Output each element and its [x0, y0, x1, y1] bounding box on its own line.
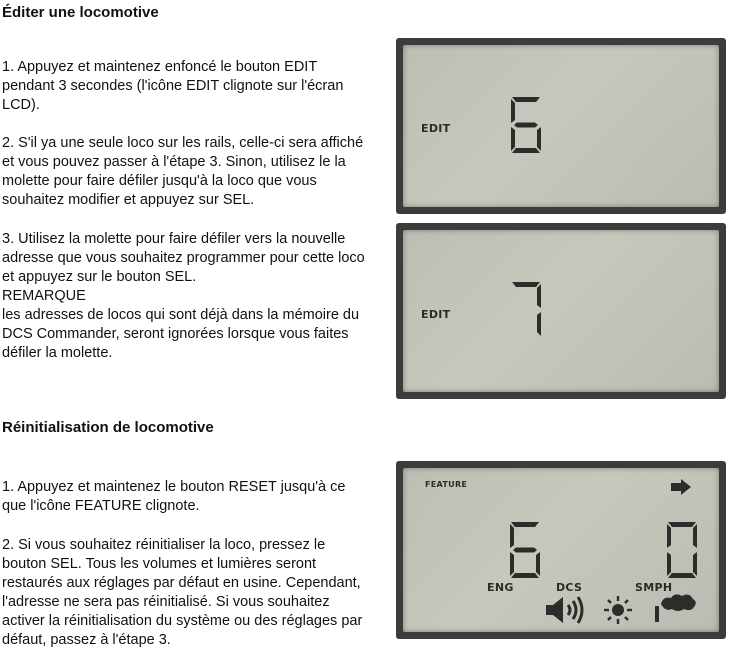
lcd-digit — [506, 280, 546, 340]
edit-step-3: 3. Utilisez la molette pour faire défiler vers la nouvelle adresse que vous souhaitez programmer pour cette loco et appuyez sur le bouton SEL. — [2, 231, 365, 285]
lcd-digit-left — [505, 520, 545, 580]
note-label: REMARQUE — [2, 288, 86, 304]
edit-step-1: 1. Appuyez et maintenez enfoncé le bouton EDIT pendant 3 secondes (l'icône EDIT clignote sur l'écran LCD). — [2, 59, 344, 113]
lcd-screen — [403, 45, 719, 207]
segment-e — [511, 127, 515, 151]
edit-step-2: 2. S'il ya une seule loco sur les rails, celle-ci sera affiché et vous pouvez passer à l'étape 3. Sinon, utilisez le la molette pour faire défiler jusqu'à la loco que vous souhaitez modifier et appuyez sur SEL. — [2, 135, 364, 208]
segment-a — [512, 282, 540, 287]
eng-label: ENG — [487, 581, 514, 594]
segment-c — [693, 552, 697, 576]
edit-indicator: EDIT — [421, 122, 451, 135]
reset-step-1: 1. Appuyez et maintenez le bouton RESET jusqu'à ce que l'icône FEATURE clignote. — [2, 479, 346, 514]
segment-c — [537, 127, 541, 151]
segment-f — [511, 99, 515, 123]
segment-a — [668, 522, 696, 527]
lcd-screen — [403, 230, 719, 392]
segment-c — [537, 312, 541, 336]
segment-a — [511, 522, 539, 527]
segment-a — [512, 97, 540, 102]
lcd-edit-7 — [396, 223, 726, 399]
segment-b — [693, 524, 697, 548]
note-text: les adresses de locos qui sont déjà dans la mémoire du DCS Commander, seront ignorées lorsque vous faites défiler la molette. — [2, 307, 360, 361]
segment-g — [513, 548, 537, 553]
section-title-reset: Réinitialisation de locomotive — [2, 419, 214, 436]
segment-b — [537, 284, 541, 308]
segment-d — [512, 148, 540, 153]
edit-indicator: EDIT — [421, 308, 451, 321]
speaker-icon — [543, 594, 587, 626]
lcd-feature-reset — [396, 461, 726, 639]
lcd-edit-6 — [396, 38, 726, 214]
segment-e — [667, 552, 671, 576]
segment-g — [514, 123, 538, 128]
arrow-right-icon — [669, 478, 693, 496]
segment-c — [536, 552, 540, 576]
smph-label: SMPH — [635, 581, 673, 594]
segment-d — [511, 573, 539, 578]
lcd-digit — [506, 95, 546, 155]
reset-step-2: 2. Si vous souhaitez réinitialiser la loco, pressez le bouton SEL. Tous les volumes et lumières seront restaurés aux réglages par défaut en usine. Cependant, l'adresse ne sera pas réinitialisé. Si vous souhaitez activer la réinitialisation du système ou des réglages par défaut, passez à l'étape 3. — [2, 537, 363, 648]
feature-indicator: FEATURE — [425, 480, 468, 489]
lcd-screen — [403, 468, 719, 632]
segment-f — [667, 524, 671, 548]
dcs-label: DCS — [556, 581, 583, 594]
edit-step-3-block — [2, 230, 372, 363]
section-title-edit: Éditer une locomotive — [2, 4, 159, 21]
segment-d — [668, 573, 696, 578]
smoke-icon — [651, 590, 699, 626]
segment-e — [510, 552, 514, 576]
light-icon — [601, 594, 635, 626]
lcd-digit-right — [662, 520, 702, 580]
segment-f — [510, 524, 514, 548]
